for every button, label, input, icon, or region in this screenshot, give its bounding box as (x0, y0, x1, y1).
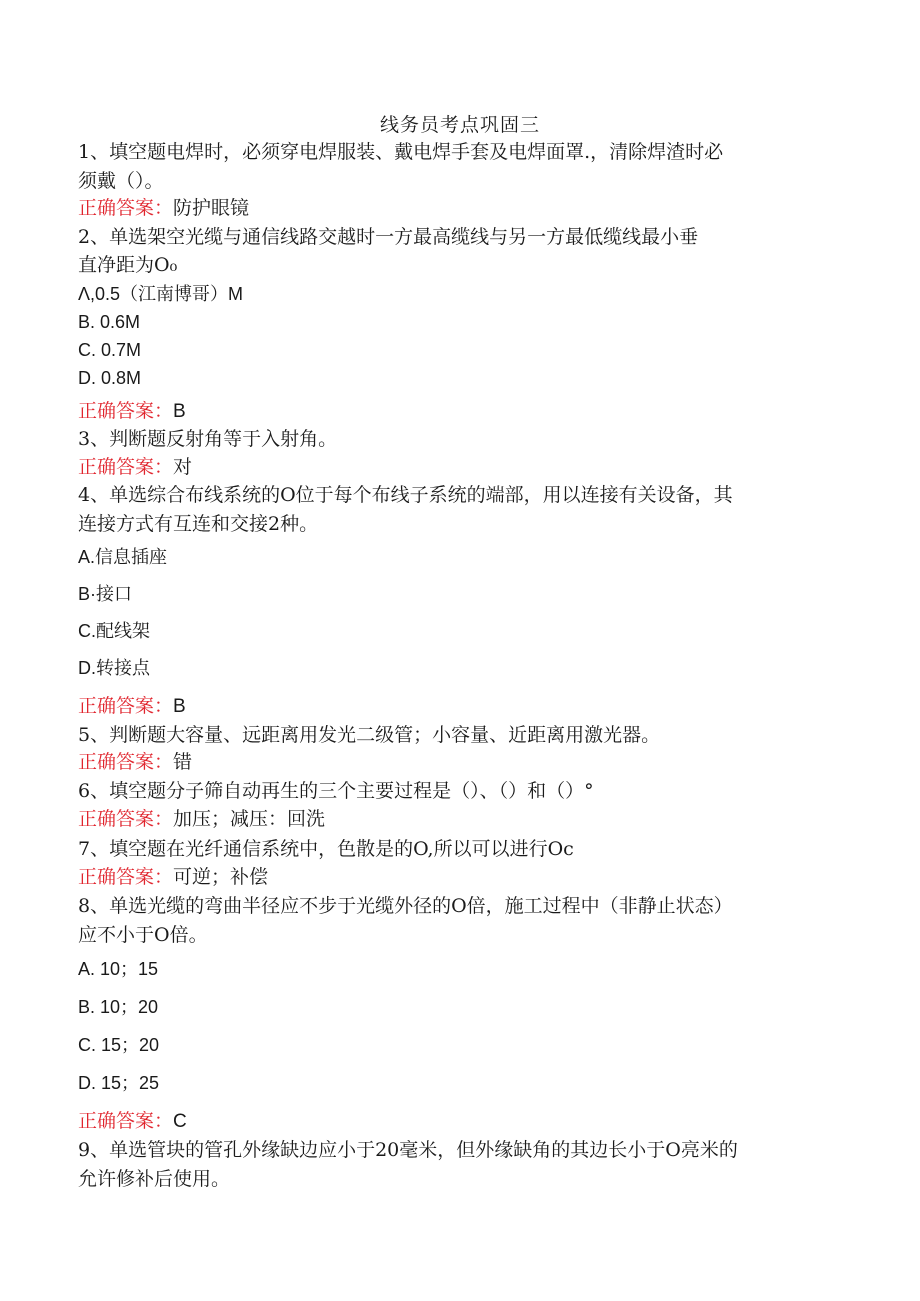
answer-label: 正确答案： (78, 400, 174, 422)
answer-label: 正确答案： (78, 866, 174, 888)
answer-value: 加压；减压：回洗 (173, 808, 326, 830)
question-3-answer (78, 453, 192, 481)
question-4-line-1: 4、单选综合布线系统的O位于每个布线子系统的端部，用以连接有关设备，其 (78, 484, 733, 506)
answer-label: 正确答案： (78, 197, 174, 219)
answer-label: 正确答案： (78, 456, 174, 478)
question-7-line-1: 7、填空题在光纤通信系统中，色散是的O,所以可以进行Oc (78, 838, 574, 860)
question-2-line-2: 直净距为O₀ (78, 254, 178, 276)
question-2-answer (78, 397, 186, 426)
answer-value: C (173, 1111, 187, 1132)
question-6-line-1: 6、填空题分子筛自动再生的三个主要过程是（）、（）和（）° (78, 780, 594, 802)
question-4-option-a: A.信息插座 (78, 547, 168, 567)
question-7-answer (78, 863, 268, 891)
question-8-line-1: 8、单选光缆的弯曲半径应不步于光缆外径的O倍，施工过程中（非静止状态） (78, 895, 733, 917)
page-title: 线务员考点巩固三 (379, 114, 540, 136)
question-8-option-c: C. 15；20 (78, 1035, 160, 1055)
answer-value: B (173, 696, 186, 717)
question-8-line-2: 应不小于O倍。 (78, 924, 208, 946)
question-9-line-1: 9、单选管块的管孔外缘缺边应小于20毫米，但外缘缺角的其边长小于O亮米的 (78, 1139, 738, 1161)
question-8-option-a: A. 10；15 (78, 959, 159, 979)
answer-label: 正确答案： (78, 751, 174, 773)
answer-value: 防护眼镜 (173, 197, 250, 219)
question-4-option-b: B·接口 (78, 584, 132, 604)
question-2-option-a: Λ,0.5（江南博哥）M (78, 284, 244, 304)
question-2-option-b: B. 0.6M (78, 312, 141, 332)
question-5-line-1: 5、判断题大容量、远距离用发光二级管；小容量、近距离用激光器。 (78, 724, 661, 746)
question-4-option-c: C.配线架 (78, 621, 150, 641)
question-1-line-2: 须戴（）。 (78, 170, 164, 192)
question-3-line-1: 3、判断题反射角等于入射角。 (78, 428, 338, 450)
question-4-option-d: D.转接点 (78, 658, 150, 678)
answer-value: 可逆；补偿 (173, 866, 269, 888)
question-8-option-d: D. 15；25 (78, 1073, 160, 1093)
question-2-option-c: C. 0.7M (78, 340, 142, 360)
question-9-line-2: 允许修补后使用。 (78, 1168, 231, 1190)
answer-label: 正确答案： (78, 1110, 174, 1132)
question-2-option-d: D. 0.8M (78, 368, 142, 388)
question-8-answer (78, 1107, 187, 1136)
question-4-line-2: 连接方式有互连和交接2种。 (78, 513, 319, 535)
answer-label: 正确答案： (78, 695, 174, 717)
answer-value: 错 (173, 751, 193, 773)
question-1-answer (78, 194, 249, 222)
answer-value: 对 (173, 456, 193, 478)
answer-label: 正确答案： (78, 808, 174, 830)
question-6-answer (78, 805, 325, 833)
question-2-line-1: 2、单选架空光缆与通信线路交越时一方最高缆线与另一方最低缆线最小垂 (78, 226, 699, 248)
question-1-line-1: 1、填空题电焊时，必须穿电焊服装、戴电焊手套及电焊面罩.，清除焊渣时必 (78, 141, 724, 163)
question-4-answer (78, 692, 186, 721)
answer-value: B (173, 401, 186, 422)
question-5-answer (78, 748, 192, 776)
question-8-option-b: B. 10；20 (78, 997, 159, 1017)
